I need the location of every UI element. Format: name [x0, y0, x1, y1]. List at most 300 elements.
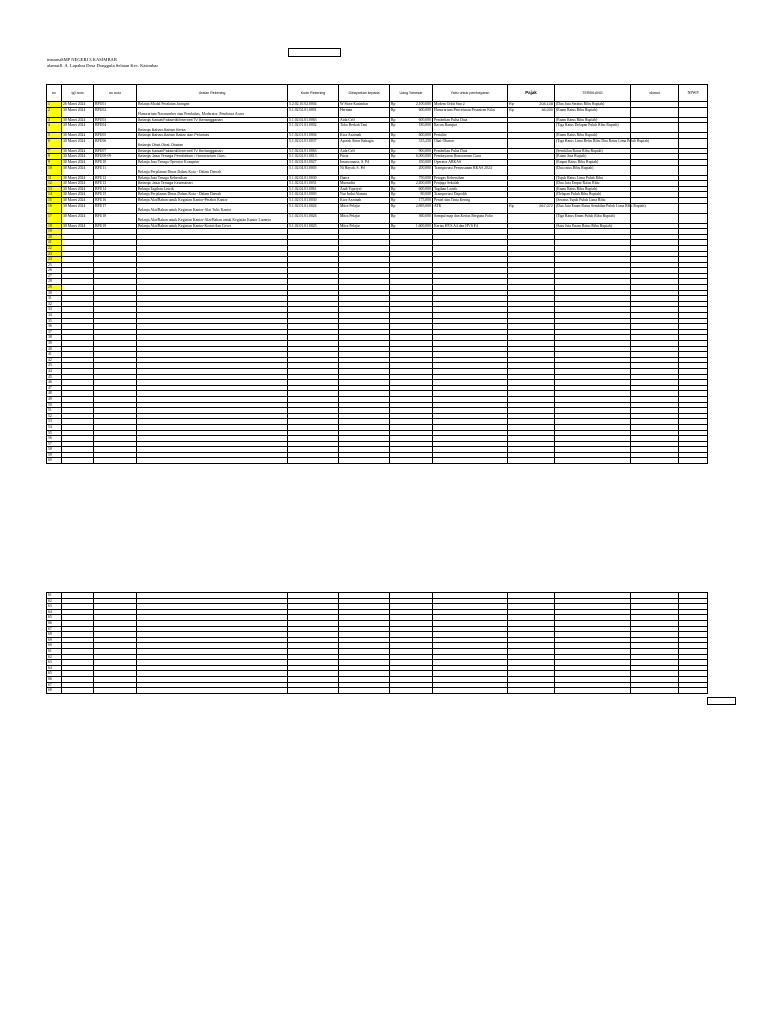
cell-no: 44: [47, 368, 62, 374]
cell-no: 16: [47, 203, 62, 213]
cell-no: 29: [47, 285, 62, 291]
pajak-wrap: [509, 204, 553, 209]
cell-no-nota: BPU07: [94, 148, 137, 154]
cell-no: 69: [47, 637, 62, 643]
cell-terbilang: (Tujuh Ratus Lima Puluh Ribu: [555, 175, 631, 181]
cell-no: 38: [47, 335, 62, 341]
uang-wrap: [391, 204, 431, 209]
uang-value: 600,000: [418, 186, 431, 191]
uang-wrap: [391, 133, 431, 138]
cell-npwp: [679, 203, 708, 213]
cell-no: 3: [47, 117, 62, 123]
cell-terbilang: (Enam Ratus Ribu Rupiah): [555, 117, 631, 123]
cell-terbilang: (Seratus Tujuh Puluh Lima Ribu: [555, 197, 631, 203]
cell-terbilang: (Delapan Puluh Ribu Rupiah): [555, 192, 631, 198]
cell-no: 27: [47, 273, 62, 279]
cell-no: 31: [47, 296, 62, 302]
cell-empty: [679, 688, 708, 694]
uang-wrap: [391, 149, 431, 154]
cell-kepada: Fitria: [339, 154, 390, 160]
cell-kepada: Aida Cell: [339, 148, 390, 154]
cell-uraian: Belanja Modal Peralatan Jaringan: [137, 102, 288, 108]
cell-no: 67: [47, 626, 62, 632]
school-address: alamatJl. A. Lapahra Desa Donggula Selatan Kec. Kasimbar: [47, 63, 158, 68]
cell-no: 14: [47, 192, 62, 198]
cell-uraian: Belanja Jasa Tenaga Operator Komputer: [137, 159, 288, 165]
cell-no: 15: [47, 197, 62, 203]
cell-empty: [555, 688, 631, 694]
cell-kepada: Apotek Sinar Bahagia: [339, 138, 390, 148]
cell-no-nota: BPU12: [94, 175, 137, 181]
rp-label: Rp: [391, 192, 396, 197]
cell-uraian: Belanja Tagihan Listrik: [137, 186, 288, 192]
cell-no: 52: [47, 413, 62, 419]
cell-no: 18: [47, 223, 62, 229]
table-row: [47, 107, 708, 117]
cell-terbilang: (Dua Juta Seratus Ribu Rupiah): [555, 102, 631, 108]
cell-uang-sebesar: [390, 213, 433, 223]
cell-no: 60: [47, 643, 62, 649]
cell-empty: [555, 458, 631, 464]
cell-no: 43: [47, 363, 62, 369]
cell-no: 48: [47, 391, 62, 397]
cell-kode: 5.1.02.01.01.0024: [288, 203, 339, 213]
cell-kepada: Kios Azzanah: [339, 197, 390, 203]
cell-no: 58: [47, 447, 62, 453]
total-box: [707, 697, 736, 705]
cell-tgl-nota: 30 Maret 2024: [62, 213, 94, 223]
cell-npwp: [679, 213, 708, 223]
pajak-wrap: [509, 102, 553, 107]
uang-value: 600,000: [418, 107, 431, 112]
cell-no-nota: BPU15: [94, 192, 137, 198]
rp-label: Rp: [391, 102, 396, 106]
cell-uraian: Belanja Bahan-Bahan Bakar dan Pelumas: [137, 133, 288, 139]
rp-label: Rp: [391, 159, 396, 164]
transaction-table: [46, 84, 708, 464]
cell-untuk: Transportasi Penyusunan RKAS 2024: [433, 165, 508, 175]
cell-kode: 5.1.02.01.01.0030: [288, 197, 339, 203]
cell-no: 66: [47, 676, 62, 682]
rp-label: Rp: [509, 107, 514, 112]
cell-no: 61: [47, 593, 62, 599]
cell-tgl-nota: 30 Maret 2024: [62, 181, 94, 187]
col-yaitu-untuk: Yaitu untuk pembayaran: [433, 85, 508, 102]
cell-no: 35: [47, 318, 62, 324]
cell-empty: [508, 458, 555, 464]
cell-tgl-nota: 30 Maret 2024: [62, 154, 94, 160]
title-box: [288, 48, 341, 57]
cell-no: 22: [47, 245, 62, 251]
cell-no: 53: [47, 419, 62, 425]
cell-no: 17: [47, 213, 62, 223]
rp-label: Rp: [391, 154, 396, 159]
table-row: [47, 138, 708, 148]
cell-no-nota: BPU01: [94, 102, 137, 108]
cell-no: 37: [47, 329, 62, 335]
uang-wrap: [391, 181, 431, 186]
rp-label: Rp: [391, 203, 396, 208]
cell-pajak: [508, 138, 555, 148]
uang-wrap: [391, 166, 431, 171]
uang-value: 180,000: [418, 123, 431, 128]
cell-terbilang: (Tiga Ratus Enam Puluh Ribu Rupiah): [555, 213, 631, 223]
cell-no: 33: [47, 307, 62, 313]
cell-pajak: [508, 107, 555, 117]
cell-kepada: Toko Berkah Tani: [339, 123, 390, 133]
uang-value: 900,000: [418, 148, 431, 153]
cell-uang-sebesar: [390, 107, 433, 117]
cell-untuk: Operator ARKAS: [433, 159, 508, 165]
cell-empty: [94, 688, 137, 694]
cell-no: 64: [47, 609, 62, 615]
cell-empty: [631, 458, 679, 464]
uang-value: 80,000: [420, 192, 431, 197]
cell-kode: 5.1.02.01.01.0025: [288, 223, 339, 229]
cell-tgl-nota: 30 Maret 2024: [62, 175, 94, 181]
rp-label: Rp: [391, 213, 396, 218]
cell-no: 63: [47, 604, 62, 610]
cell-tgl-nota: 30 Maret 2024: [62, 117, 94, 123]
cell-kepada: Mitra Pelajar: [339, 223, 390, 229]
cell-no: 51: [47, 408, 62, 414]
cell-terbilang: (Tiga Ratus Delapan Puluh Ribu Rupiah): [555, 123, 631, 133]
cell-tgl-nota: 30 Maret 2024: [62, 133, 94, 139]
cell-empty: [433, 688, 508, 694]
cell-kepada: Murnadin: [339, 181, 390, 187]
cell-kepada: Andi Yopriyal: [339, 186, 390, 192]
rp-label: Rp: [391, 197, 396, 202]
cell-pajak: [508, 213, 555, 223]
cell-no: 59: [47, 452, 62, 458]
cell-terbilang: (Satu Juta Enam Ratus Ribu Rupiah): [555, 223, 631, 229]
col-terbilang: TERBILANG: [555, 85, 631, 102]
cell-no: 61: [47, 648, 62, 654]
transaction-body: [47, 102, 708, 464]
cell-no: 30: [47, 290, 62, 296]
cell-untuk: Pembelian Pulsa Data: [433, 117, 508, 123]
cell-npwp: [679, 165, 708, 175]
rp-label: Rp: [391, 138, 396, 143]
pajak-value: 267,072: [539, 203, 553, 208]
cell-kode: 5.2.02.10.02.0004: [288, 102, 339, 108]
cell-tgl-nota: 30 Maret 2024: [62, 123, 94, 133]
cell-no: 20: [47, 234, 62, 240]
uang-wrap: [391, 123, 431, 128]
lower-body: [47, 593, 708, 694]
cell-terbilang: (Tiga Ratus Lima Belas Ribu Dua Ratus Lima Puluh Rupiah): [555, 138, 631, 148]
cell-untuk: Tagihan Listrik: [433, 186, 508, 192]
cell-no: 12: [47, 181, 62, 187]
cell-terbilang: (Empat Ratus Ribu Rupiah): [555, 159, 631, 165]
cell-no: 65: [47, 615, 62, 621]
cell-uang-sebesar: [390, 165, 433, 175]
col-no: no: [47, 85, 62, 102]
cell-npwp: [679, 107, 708, 117]
cell-no: 46: [47, 380, 62, 386]
cell-untuk: Sampul map dan Kertas Berguna Folio: [433, 213, 508, 223]
cell-no: 6: [47, 138, 62, 148]
cell-untuk: Pembelian Pulsa Data: [433, 148, 508, 154]
cell-tgl-nota: 26 Maret 2024: [62, 102, 94, 108]
uang-wrap: [391, 154, 431, 159]
cell-kode: 5.1.02.01.01.0004: [288, 133, 339, 139]
rp-label: Rp: [391, 223, 396, 228]
cell-no: 25: [47, 262, 62, 268]
cell-uraian: Belanja Kawat/Faksimili/Internet/TV Berlangganan: [137, 117, 288, 123]
cell-no-nota: BPU04: [94, 123, 137, 133]
cell-no-nota: BPU05: [94, 133, 137, 139]
table-row: [47, 165, 708, 175]
cell-uraian: Honorarium Narasumber atau Pembahas, Moderator, Pembawa Acara: [137, 107, 288, 117]
cell-no: 55: [47, 430, 62, 436]
rp-label: Rp: [509, 102, 514, 106]
rp-label: Rp: [391, 186, 396, 191]
cell-tgl-nota: 30 Maret 2024: [62, 223, 94, 229]
table-row: [47, 213, 708, 223]
cell-no: 1: [47, 102, 62, 108]
cell-no: 21: [47, 240, 62, 246]
cell-uraian: Belanja Jasa Tenaga Keamanan: [137, 181, 288, 187]
cell-untuk: Penjaga Sekolah: [433, 181, 508, 187]
cell-kepada: Irmawanarta, S. Pd: [339, 159, 390, 165]
cell-terbilang: (Dua ratus Ribu Rupiah): [555, 165, 631, 175]
cell-no-nota: BPU02: [94, 107, 137, 117]
uang-value: 315,250: [418, 138, 431, 143]
uang-value: 1,600,000: [415, 223, 431, 228]
uang-wrap: [391, 118, 431, 123]
cell-no: 63: [47, 660, 62, 666]
col-uraian-rekening: Uraian Rekening: [137, 85, 288, 102]
col-uang-sebesar: Uang Sebesar: [390, 85, 433, 102]
col-dibayarkan-kepada: Dibayarkan kepada: [339, 85, 390, 102]
rp-label: Rp: [391, 165, 396, 170]
cell-tgl-nota: 30 Maret 2024: [62, 107, 94, 117]
cell-uraian: Belanja Alat/Bahan untuk Kegiatan Kantor-Alat Tulis Kantor: [137, 203, 288, 213]
uang-wrap: [391, 176, 431, 181]
col-no-nota: no nota: [94, 85, 137, 102]
cell-kepada: Nur Indai Alamsa: [339, 192, 390, 198]
uang-wrap: [391, 214, 431, 219]
cell-kepada: Mitra Pelajar: [339, 203, 390, 213]
cell-alamat: [631, 165, 679, 175]
table-row: [47, 203, 708, 213]
cell-no: 64: [47, 665, 62, 671]
uang-value: 2,695,000: [415, 203, 431, 208]
cell-terbilang: (Enam Ratus Ribu Rupiah): [555, 107, 631, 117]
cell-no: 56: [47, 436, 62, 442]
cell-no: 7: [47, 148, 62, 154]
pajak-value: 208,108: [539, 102, 553, 106]
cell-no-nota: BPU18: [94, 213, 137, 223]
rp-label: Rp: [509, 203, 514, 208]
uang-value: 600,000: [418, 133, 431, 138]
cell-alamat: [631, 107, 679, 117]
uang-value: 200,000: [418, 165, 431, 170]
cell-no: 13: [47, 186, 62, 192]
uang-value: 600,000: [418, 117, 431, 122]
cell-kode: 5.1.02.02.01.0061: [288, 186, 339, 192]
cell-no-nota: BPU17: [94, 203, 137, 213]
table-header-row: [47, 85, 708, 102]
cell-kode: 5.1.02.02.01.0013: [288, 154, 339, 160]
cell-no: 62: [47, 598, 62, 604]
cell-kode: 5.1.02.02.01.0027: [288, 159, 339, 165]
cell-untuk: Kertas HVS A4 dan HVS F4: [433, 223, 508, 229]
cell-no: 32: [47, 301, 62, 307]
cell-terbilang: (Enam Juta Rupiah): [555, 154, 631, 160]
cell-uraian: Belanja Perjalanan Dinas Dalam Kota - Dalam Daerah: [137, 192, 288, 198]
cell-tgl-nota: 30 Maret 2024: [62, 203, 94, 213]
cell-tgl-nota: 30 Maret 2024: [62, 186, 94, 192]
cell-no-nota: BPU14: [94, 186, 137, 192]
cell-no: 49: [47, 396, 62, 402]
cell-pajak: [508, 123, 555, 133]
cell-kepada: Aida Cell: [339, 117, 390, 123]
cell-uraian: Belanja Jasa Tenaga Pendidikan / Honorarium Guru: [137, 154, 288, 160]
cell-empty: [137, 458, 288, 464]
empty-row: [47, 458, 708, 464]
cell-no-nota: BPU03: [94, 117, 137, 123]
cell-empty: [94, 458, 137, 464]
cell-tgl-nota: 30 Maret 2024: [62, 138, 94, 148]
cell-empty: [390, 688, 433, 694]
cell-untuk: Obat-Obatan: [433, 138, 508, 148]
uang-wrap: [391, 160, 431, 165]
uang-value: 6,000,000: [415, 154, 431, 159]
cell-kepada: Mitra Pelajar: [339, 213, 390, 223]
cell-empty: [679, 458, 708, 464]
cell-tgl-nota: 30 Maret 2024: [62, 192, 94, 198]
cell-empty: [339, 688, 390, 694]
cell-no: 10: [47, 165, 62, 175]
cell-no: 19: [47, 229, 62, 235]
cell-no-nota: BPU08-09: [94, 154, 137, 160]
uang-value: 2,100,000: [415, 102, 431, 106]
cell-empty: [433, 458, 508, 464]
table-row: [47, 123, 708, 133]
rp-label: Rp: [391, 123, 396, 128]
cell-pajak: [508, 203, 555, 213]
rp-label: Rp: [391, 148, 396, 153]
cell-no: 9: [47, 159, 62, 165]
cell-no: 8: [47, 154, 62, 160]
cell-uang-sebesar: [390, 138, 433, 148]
uang-value: 2,400,000: [415, 181, 431, 186]
cell-tgl-nota: 30 Maret 2024: [62, 197, 94, 203]
cell-kode: 5.1.02.02.01.0030: [288, 175, 339, 181]
rp-label: Rp: [391, 117, 396, 122]
cell-kode: 5.1.02.01.01.0002: [288, 123, 339, 133]
cell-no: 23: [47, 251, 62, 257]
cell-no-nota: BPU13: [94, 181, 137, 187]
cell-no: 28: [47, 279, 62, 285]
rp-label: Rp: [391, 175, 396, 180]
cell-kode: 5.1.02.02.01.0031: [288, 181, 339, 187]
cell-kode: 5.1.02.02.01.0063: [288, 148, 339, 154]
col-pajak: Pajak: [508, 85, 555, 102]
cell-empty: [390, 458, 433, 464]
cell-tgl-nota: 30 Maret 2024: [62, 159, 94, 165]
cell-no: 34: [47, 313, 62, 319]
uang-wrap: [391, 187, 431, 192]
cell-kode: 5.1.02.04.01.0003: [288, 192, 339, 198]
rp-label: Rp: [391, 181, 396, 186]
cell-uraian: Belanja Obat-Obat-Obatan: [137, 138, 288, 148]
cell-npwp: [679, 123, 708, 133]
cell-no: 62: [47, 654, 62, 660]
cell-terbilang: (Dua Juta Enam Ratus Sembilan Puluh Lima Ribu Rupiah): [555, 203, 631, 213]
cell-empty: [631, 688, 679, 694]
cell-untuk: ATK: [433, 203, 508, 213]
cell-no: 42: [47, 357, 62, 363]
cell-kode: 5.1.02.01.01.0037: [288, 138, 339, 148]
cell-no: 41: [47, 352, 62, 358]
cell-untuk: Transportasi Dapodik: [433, 192, 508, 198]
cell-no: 67: [47, 682, 62, 688]
cell-untuk: Pembayaran Honorarium Guru: [433, 154, 508, 160]
cell-no: 50: [47, 402, 62, 408]
empty-row: [47, 688, 708, 694]
cell-uraian: Belanja Alat/Bahan untuk Kegiatan Kantor-Perabot Kantor: [137, 197, 288, 203]
cell-uraian: Belanja Kawat/Faksimili/Internet/TV Berlangganan: [137, 148, 288, 154]
cell-no: 11: [47, 175, 62, 181]
cell-no: 40: [47, 346, 62, 352]
cell-no-nota: BPU06: [94, 138, 137, 148]
cell-no: 47: [47, 385, 62, 391]
cell-no: 66: [47, 620, 62, 626]
cell-untuk: Pentel dan Tinta Kering: [433, 197, 508, 203]
cell-no: 45: [47, 374, 62, 380]
uang-wrap: [391, 198, 431, 203]
cell-uang-sebesar: [390, 203, 433, 213]
col-alamat: alamat: [631, 85, 679, 102]
cell-no-nota: BPU16: [94, 197, 137, 203]
cell-untuk: Racun Rumput: [433, 123, 508, 133]
cell-alamat: [631, 213, 679, 223]
cell-no-nota: BPU19: [94, 223, 137, 229]
cell-kode: 5.1.02.02.01.0063: [288, 117, 339, 123]
cell-terbilang: (Enam Ratus Ribu Rupiah): [555, 186, 631, 192]
cell-kepada: Kios Azzanah: [339, 133, 390, 139]
uang-wrap: [391, 192, 431, 197]
cell-untuk: Petugas Kebersihan: [433, 175, 508, 181]
cell-no: 60: [47, 458, 62, 464]
cell-no: 26: [47, 268, 62, 274]
col-tgl-nota: tgl nota: [62, 85, 94, 102]
cell-no: 39: [47, 341, 62, 347]
cell-tgl-nota: 30 Maret 2024: [62, 148, 94, 154]
cell-kode: 5.1.02.02.01.0001: [288, 107, 339, 117]
cell-uraian: Belanja Jasa Tenaga Kebersihan: [137, 175, 288, 181]
cell-empty: [508, 688, 555, 694]
cell-empty: [288, 688, 339, 694]
cell-uraian: Belanja Alat/Bahan untuk Kegiatan Kantor-Kertas dan Cover: [137, 223, 288, 229]
cell-kode: 5.1.02.04.01.0003: [288, 165, 339, 175]
cell-kepada: Ni Hayah, S. Pd: [339, 165, 390, 175]
uang-wrap: [391, 224, 431, 229]
school-name: instansiSMP NEGERI 3 KASIMBAR: [47, 57, 117, 62]
uang-wrap: [391, 108, 431, 113]
cell-kepada: W Store Kasimbar: [339, 102, 390, 108]
cell-tgl-nota: 30 Maret 2024: [62, 165, 94, 175]
lower-table: [46, 592, 708, 694]
col-npwp: NPWP: [679, 85, 708, 102]
pajak-value: 36,000: [541, 107, 553, 112]
cell-kode: 5.1.02.01.01.0026: [288, 213, 339, 223]
cell-empty: [62, 458, 94, 464]
uang-wrap: [391, 102, 431, 107]
